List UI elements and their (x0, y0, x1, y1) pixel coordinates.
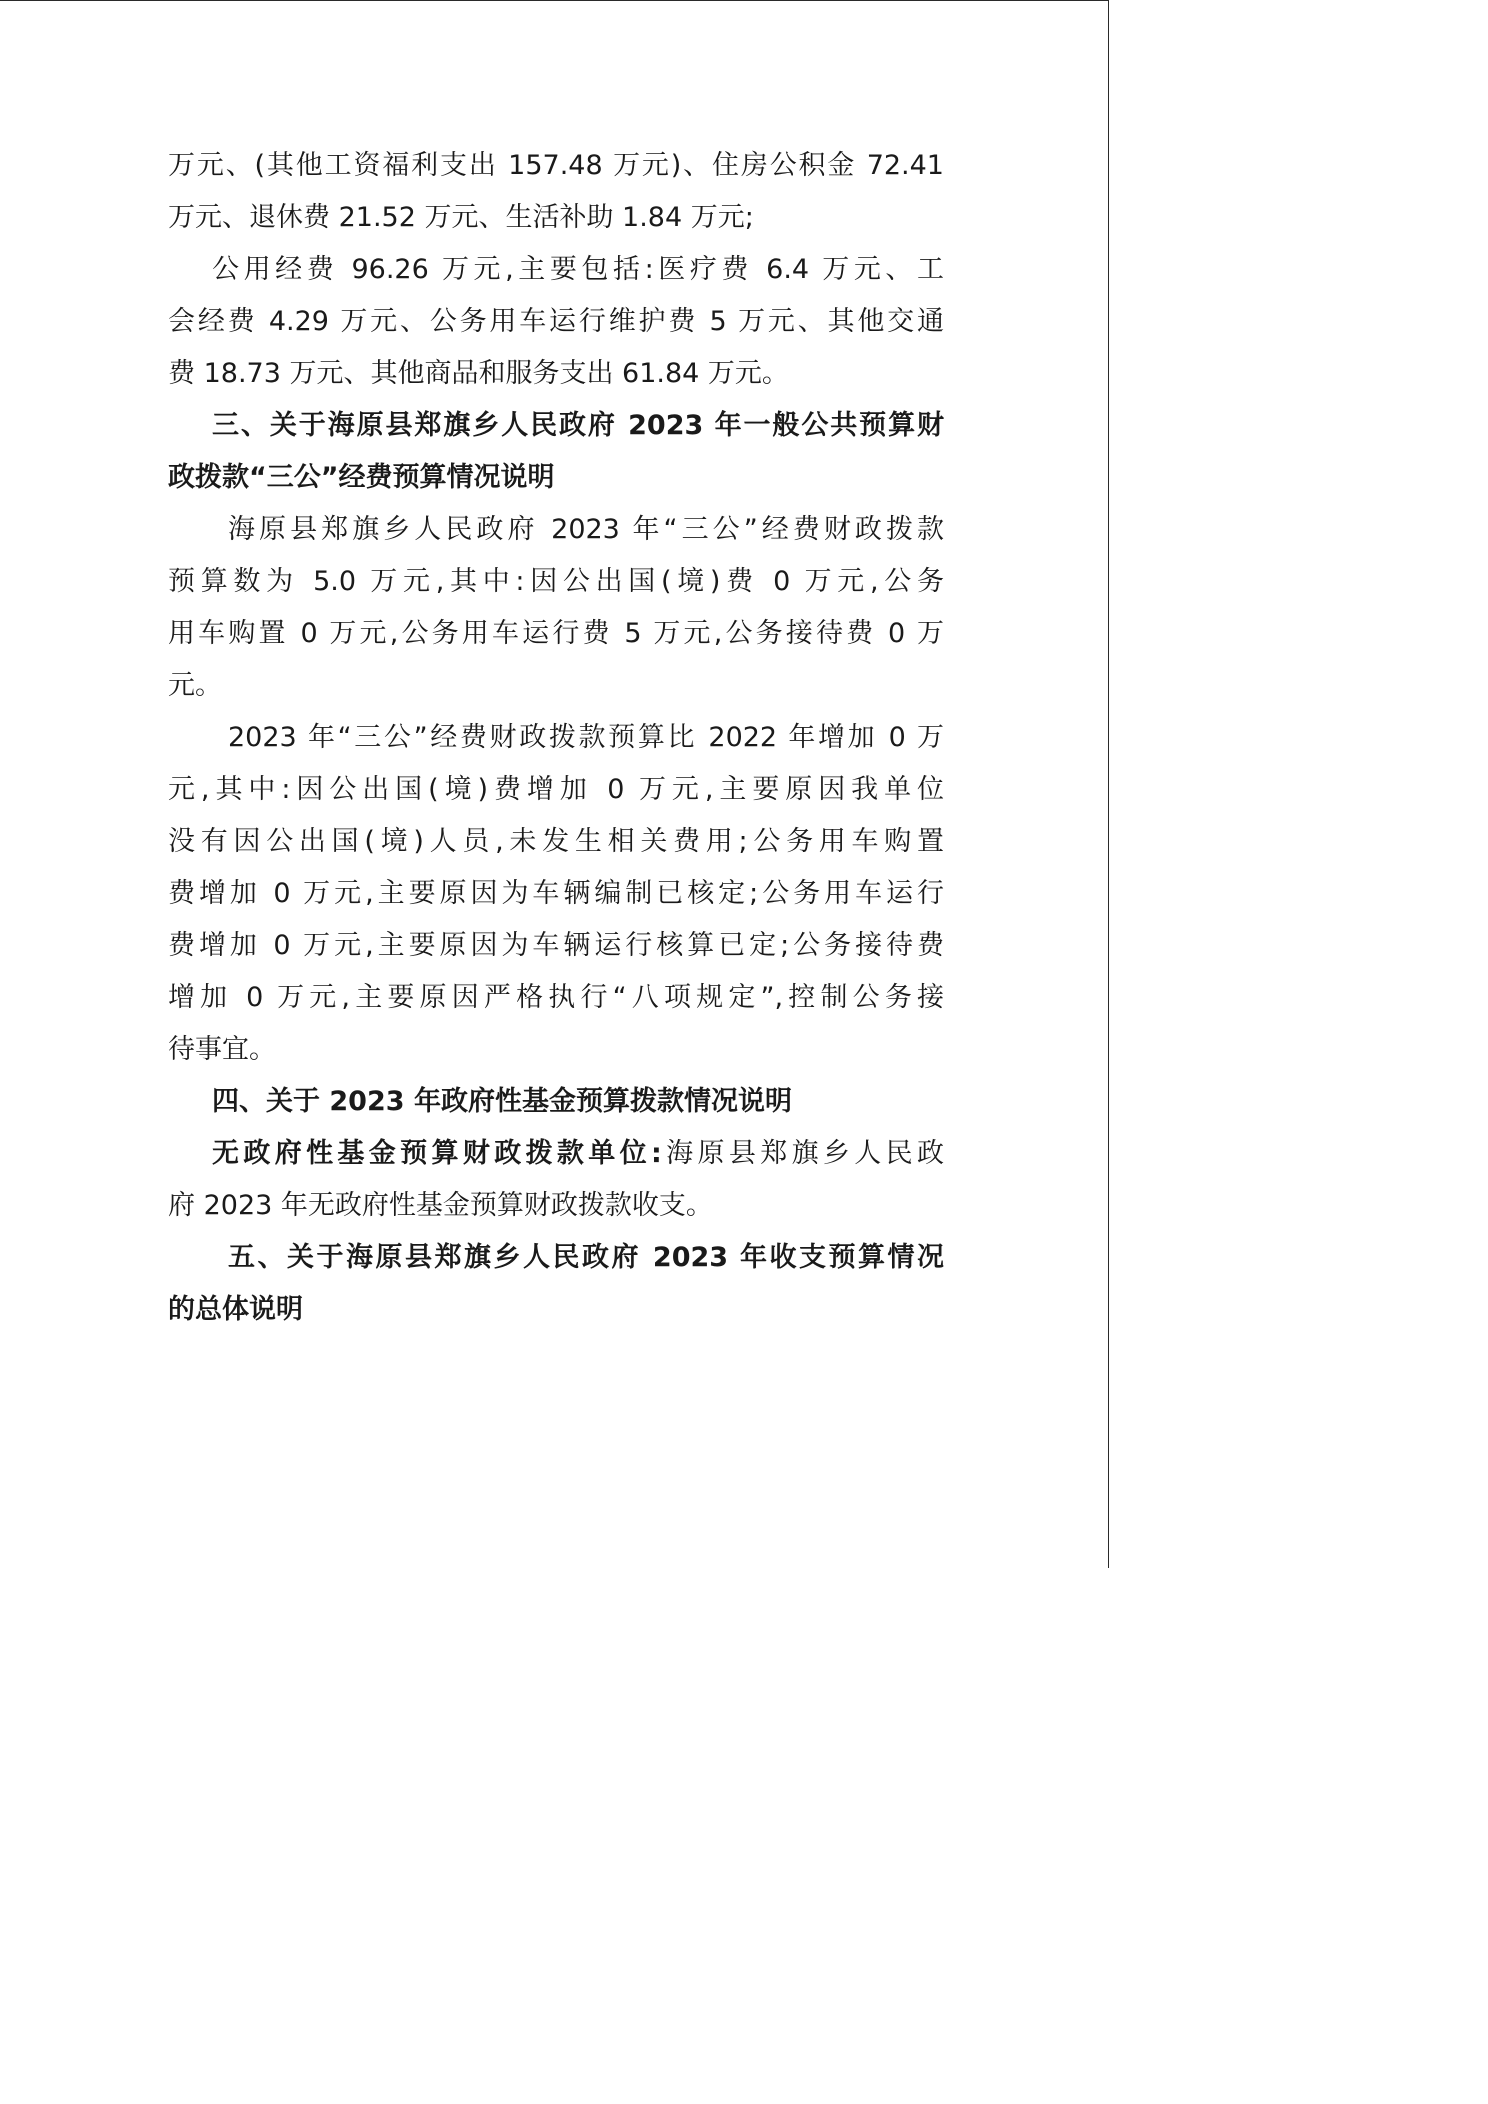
document-body (168, 140, 944, 1336)
text-line (168, 1128, 944, 1180)
page-right-border (1108, 0, 1109, 1568)
text-line: 海原县郑旗乡人民政府 2023 年“三公”经费财政拨款 (228, 514, 944, 545)
paragraph-three-public-budget (168, 504, 944, 712)
section-heading-four (168, 1076, 944, 1128)
text-line: 万元、(其他工资福利支出 157.48 万元)、住房公积金 72.41 (168, 150, 944, 181)
text-line: 增加 0 万元,主要原因严格执行“八项规定”,控制公务接 (168, 982, 944, 1013)
text-line: 府 2023 年无政府性基金预算财政拨款收支。 (168, 1190, 713, 1221)
section-heading-three (168, 400, 944, 504)
section-heading-five (168, 1232, 944, 1336)
heading-line: 的总体说明 (168, 1294, 303, 1325)
page-top-border (0, 0, 1109, 1)
text-line: 元,其中:因公出国(境)费增加 0 万元,主要原因我单位 (168, 774, 944, 805)
text-line: 2023 年“三公”经费财政拨款预算比 2022 年增加 0 万 (228, 722, 944, 753)
text-line: 费增加 0 万元,主要原因为车辆编制已核定;公务用车运行 (168, 878, 944, 909)
paragraph-government-fund (168, 1128, 944, 1232)
text-line: 没有因公出国(境)人员,未发生相关费用;公务用车购置 (168, 826, 944, 857)
text-line: 待事宜。 (168, 1034, 276, 1065)
heading-line: 五、关于海原县郑旗乡人民政府 2023 年收支预算情况 (228, 1242, 944, 1273)
text-segment: 海原县郑旗乡人民政 (661, 1138, 945, 1169)
text-line: 预算数为 5.0 万元,其中:因公出国(境)费 0 万元,公务 (168, 566, 944, 597)
heading-line: 政拨款“三公”经费预算情况说明 (168, 462, 555, 493)
heading-line: 四、关于 2023 年政府性基金预算拨款情况说明 (212, 1086, 792, 1117)
text-line: 用车购置 0 万元,公务用车运行费 5 万元,公务接待费 0 万 (168, 618, 944, 649)
paragraph-personnel-continued (168, 140, 944, 244)
text-line: 万元、退休费 21.52 万元、生活补助 1.84 万元; (168, 202, 754, 233)
text-line: 费增加 0 万元,主要原因为车辆运行核算已定;公务接待费 (168, 930, 944, 961)
paragraph-public-expenses (168, 244, 944, 400)
text-line: 元。 (168, 670, 222, 701)
text-line: 费 18.73 万元、其他商品和服务支出 61.84 万元。 (168, 358, 789, 389)
paragraph-budget-comparison (168, 712, 944, 1076)
bold-lead-text: 无政府性基金预算财政拨款单位: (212, 1138, 662, 1169)
text-line: 会经费 4.29 万元、公务用车运行维护费 5 万元、其他交通 (168, 306, 944, 337)
heading-line: 三、关于海原县郑旗乡人民政府 2023 年一般公共预算财 (212, 410, 944, 441)
text-line: 公用经费 96.26 万元,主要包括:医疗费 6.4 万元、工 (212, 254, 944, 285)
